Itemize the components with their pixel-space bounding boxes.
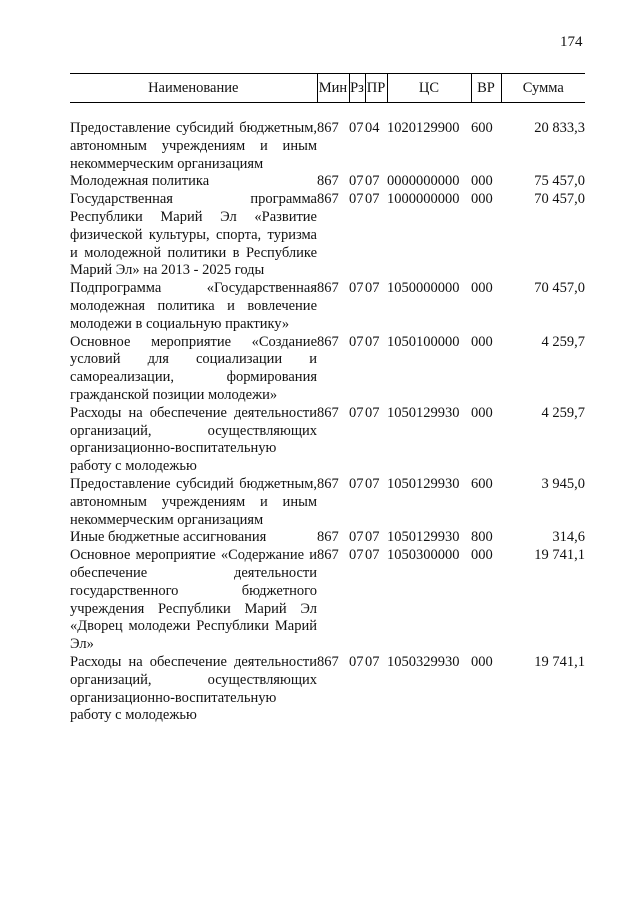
row-cs: 1050000000: [387, 280, 460, 297]
header-sum: Сумма: [501, 74, 585, 103]
row-sum: 3 945,0: [541, 475, 585, 492]
table-row: [70, 547, 585, 654]
row-min: 867: [317, 280, 339, 297]
row-pr: 07: [365, 191, 380, 208]
row-vr: 000: [471, 547, 493, 564]
row-pr: 07: [365, 547, 380, 564]
row-sum: 70 457,0: [534, 280, 585, 297]
row-vr: 000: [471, 653, 493, 670]
row-min: 867: [317, 404, 339, 421]
row-cs: 1050100000: [387, 333, 460, 350]
row-sum: 4 259,7: [541, 404, 585, 421]
row-vr: 000: [471, 280, 493, 297]
header-vr: ВР: [471, 74, 501, 103]
table-row: [70, 405, 585, 476]
row-name: Расходы на обеспечение деятельности организаций, осуществляющих организационно-воспитательную работу с молодежью: [70, 404, 317, 475]
row-name: Государственная программа Республики Марий Эл «Развитие физической культуры, спорта, туризма и молодежной политики в Республике Марий Эл» на 2013 - 2025 годы: [70, 191, 317, 279]
row-vr: 000: [471, 173, 493, 190]
row-sum: 4 259,7: [541, 333, 585, 350]
header-cs: ЦС: [387, 74, 471, 103]
row-pr: 07: [365, 475, 380, 492]
row-vr: 600: [471, 120, 493, 136]
row-vr: 000: [471, 333, 493, 350]
row-sum: 75 457,0: [534, 173, 585, 190]
header-min: Мин: [317, 74, 349, 103]
row-pr: 04: [365, 120, 380, 136]
row-min: 867: [317, 120, 339, 136]
row-cs: 1050329930: [387, 653, 460, 670]
table-row: [70, 120, 585, 173]
table-header-row: [70, 74, 585, 103]
row-sum: 19 741,1: [534, 653, 585, 670]
row-cs: 0000000000: [387, 173, 460, 190]
row-cs: 1020129900: [387, 120, 460, 136]
row-sum: 70 457,0: [534, 191, 585, 208]
row-min: 867: [317, 333, 339, 350]
row-rz: 07: [349, 547, 364, 564]
row-pr: 07: [365, 653, 380, 670]
table-row: [70, 529, 585, 547]
row-cs: 1000000000: [387, 191, 460, 208]
row-min: 867: [317, 475, 339, 492]
row-min: 867: [317, 547, 339, 564]
row-rz: 07: [349, 280, 364, 297]
row-rz: 07: [349, 191, 364, 208]
row-pr: 07: [365, 404, 380, 421]
header-rz: Рз: [349, 74, 365, 103]
row-rz: 07: [349, 475, 364, 492]
row-min: 867: [317, 529, 339, 546]
row-cs: 1050129930: [387, 404, 460, 421]
header-pr: ПР: [365, 74, 387, 103]
row-name: Предоставление субсидий бюджетным, автономным учреждениям и иным некоммерческим организациям: [70, 475, 317, 528]
row-sum: 19 741,1: [534, 547, 585, 564]
row-pr: 07: [365, 280, 380, 297]
row-pr: 07: [365, 333, 380, 350]
row-cs: 1050129930: [387, 475, 460, 492]
row-rz: 07: [349, 529, 364, 546]
row-vr: 600: [471, 475, 493, 492]
header-name: Наименование: [70, 74, 317, 103]
table-row: [70, 191, 585, 280]
row-name: Основное мероприятие «Содержание и обеспечение деятельности государственного бюджетного учреждения Республики Марий Эл «Дворец молодежи Республики Марий Эл»: [70, 547, 317, 653]
row-rz: 07: [349, 404, 364, 421]
row-rz: 07: [349, 333, 364, 350]
table-row: [70, 476, 585, 529]
table-row: [70, 334, 585, 405]
row-name: Расходы на обеспечение деятельности организаций, осуществляющих организационно-воспитательную работу с молодежью: [70, 653, 317, 724]
table-row: [70, 280, 585, 333]
row-rz: 07: [349, 173, 364, 190]
row-name: Подпрограмма «Государственная молодежная политика и вовлечение молодежи в социальную практику»: [70, 280, 317, 332]
budget-table: [70, 73, 585, 725]
row-rz: 07: [349, 120, 364, 136]
row-min: 867: [317, 191, 339, 208]
row-min: 867: [317, 653, 339, 670]
row-sum: 20 833,3: [534, 120, 585, 136]
row-name: Иные бюджетные ассигнования: [70, 529, 267, 546]
row-name: Молодежная политика: [70, 173, 210, 190]
row-name: Основное мероприятие «Создание условий для социализации и самореализации, формирования гражданской позиции молодежи»: [70, 333, 317, 403]
row-min: 867: [317, 173, 339, 190]
row-pr: 07: [365, 529, 380, 546]
table-row: [70, 654, 585, 725]
row-vr: 000: [471, 404, 493, 421]
row-cs: 1050300000: [387, 547, 460, 564]
row-sum: 314,6: [552, 529, 585, 546]
row-pr: 07: [365, 173, 380, 190]
table-row: [70, 173, 585, 191]
page-number: 174: [560, 34, 583, 50]
row-vr: 000: [471, 191, 493, 208]
row-rz: 07: [349, 653, 364, 670]
row-cs: 1050129930: [387, 529, 460, 546]
row-name: Предоставление субсидий бюджетным, автономным учреждениям и иным некоммерческим организациям: [70, 120, 317, 172]
row-vr: 800: [471, 529, 493, 546]
